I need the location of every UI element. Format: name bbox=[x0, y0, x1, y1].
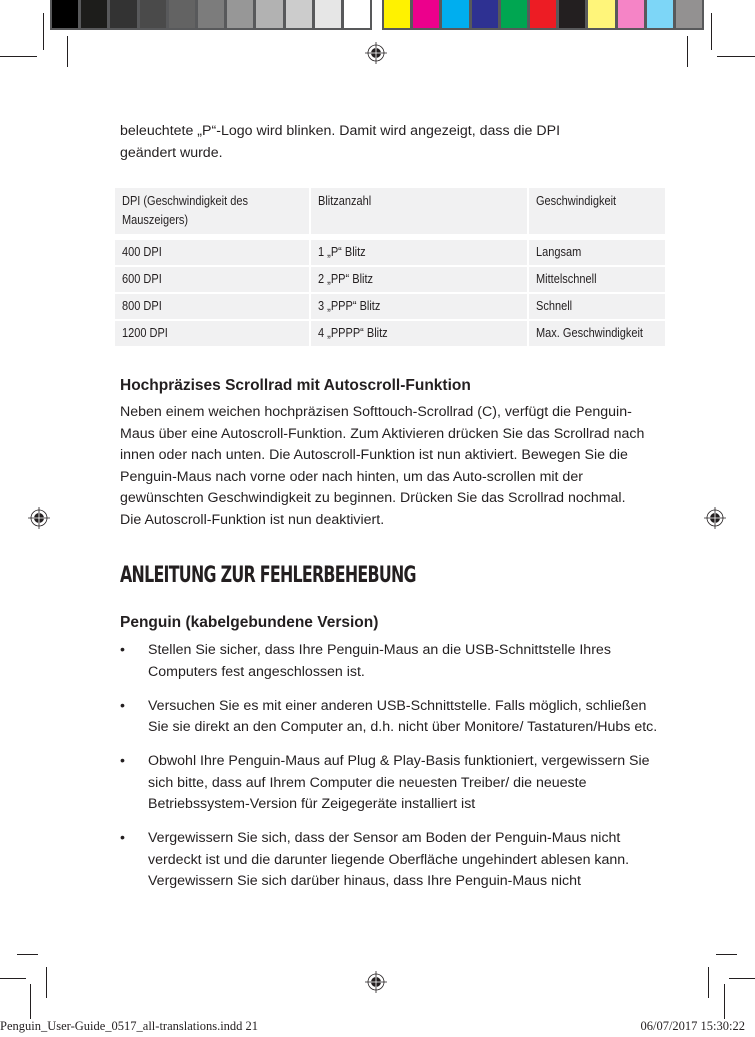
slug-datetime: 06/07/2017 15:30:22 bbox=[640, 1019, 745, 1033]
table-header-cell bbox=[529, 188, 665, 234]
table-row bbox=[115, 294, 665, 319]
color-swatch bbox=[81, 0, 107, 28]
troubleshooting-title: ANLEITUNG ZUR FEHLERBEHEBUNG bbox=[120, 563, 416, 588]
registration-mark-icon bbox=[28, 507, 50, 529]
bullet-icon: • bbox=[120, 642, 125, 658]
table-cell: Max. Geschwindigkeit bbox=[529, 321, 665, 346]
table-cell: Langsam bbox=[529, 240, 665, 265]
crop-mark bbox=[708, 967, 709, 998]
color-swatch bbox=[140, 0, 166, 28]
dpi-table bbox=[113, 186, 667, 348]
color-swatch bbox=[110, 0, 136, 28]
color-bar-process bbox=[382, 0, 704, 30]
crop-mark bbox=[711, 13, 712, 50]
crop-mark bbox=[729, 978, 755, 979]
crop-mark bbox=[0, 56, 37, 57]
list-item: • Stellen Sie sicher, dass Ihre Penguin-Maus an die USB-Schnittstelle Ihres Computers fest angeschlossen ist. bbox=[120, 642, 611, 680]
table-header-row bbox=[115, 188, 665, 234]
color-swatch bbox=[198, 0, 224, 28]
table-cell: 2 „PP“ Blitz bbox=[311, 267, 527, 292]
crop-mark bbox=[716, 954, 737, 955]
header-speed: Geschwindigkeit bbox=[536, 194, 617, 208]
crop-mark bbox=[687, 36, 688, 67]
crop-mark bbox=[717, 56, 755, 57]
table-header-cell bbox=[115, 188, 309, 234]
color-swatch bbox=[588, 0, 614, 28]
color-swatch bbox=[501, 0, 527, 28]
bullet-icon: • bbox=[120, 753, 125, 769]
troubleshooting-subheading: Penguin (kabelgebundene Version) bbox=[120, 614, 379, 631]
header-flash-count: Blitzanzahl bbox=[318, 194, 372, 208]
color-swatch bbox=[315, 0, 341, 28]
bullet-icon: • bbox=[120, 830, 125, 846]
color-swatch bbox=[256, 0, 282, 28]
table-header-cell bbox=[311, 188, 527, 234]
table-cell: Mittelschnell bbox=[529, 267, 665, 292]
table-row bbox=[115, 240, 665, 265]
color-swatch bbox=[286, 0, 312, 28]
intro-paragraph: beleuchtete „P“-Logo wird blinken. Damit wird angezeigt, dass die DPI geändert wurde. bbox=[120, 123, 561, 161]
registration-mark-icon bbox=[704, 507, 726, 529]
color-swatch bbox=[413, 0, 439, 28]
crop-mark bbox=[46, 967, 47, 998]
color-swatch bbox=[618, 0, 644, 28]
color-swatch bbox=[384, 0, 410, 28]
color-swatch bbox=[344, 0, 370, 28]
table-row bbox=[115, 321, 665, 346]
scroll-section-heading: Hochpräzises Scrollrad mit Autoscroll-Funktion bbox=[120, 377, 471, 394]
color-swatch bbox=[676, 0, 702, 28]
registration-mark-icon bbox=[365, 971, 387, 993]
crop-mark bbox=[43, 13, 44, 50]
slug-filename: Penguin_User-Guide_0517_all-translations.indd 21 bbox=[0, 1019, 259, 1033]
list-item: • Obwohl Ihre Penguin-Maus auf Plug & Play-Basis funktioniert, vergewissern Sie sich bitte, dass auf Ihrem Computer die neuesten Treiber/ die neueste Betriebssystem-Version für Zeigegeräte installiert ist bbox=[120, 753, 650, 812]
table-row bbox=[115, 267, 665, 292]
header-dpi: DPI (Geschwindigkeit des Mauszeigers) bbox=[122, 194, 248, 227]
crop-mark bbox=[67, 36, 68, 67]
color-swatch bbox=[169, 0, 195, 28]
color-swatch bbox=[52, 0, 78, 28]
table-cell: Schnell bbox=[529, 294, 665, 319]
table-cell: 1 „P“ Blitz bbox=[311, 240, 527, 265]
list-item: • Versuchen Sie es mit einer anderen USB-Schnittstelle. Falls möglich, schließen Sie sie direkt an den Computer an, d.h. nicht über Monitore/ Tastaturen/Hubs etc. bbox=[120, 697, 658, 735]
color-swatch bbox=[442, 0, 468, 28]
troubleshooting-list bbox=[120, 640, 660, 905]
color-swatch bbox=[472, 0, 498, 28]
bullet-icon: • bbox=[120, 697, 125, 714]
crop-mark bbox=[724, 984, 725, 1019]
color-swatch bbox=[530, 0, 556, 28]
crop-mark bbox=[0, 978, 26, 979]
color-swatch bbox=[227, 0, 253, 28]
color-swatch bbox=[647, 0, 673, 28]
crop-mark bbox=[17, 954, 38, 955]
crop-mark bbox=[30, 984, 31, 1019]
table-cell: 3 „PPP“ Blitz bbox=[311, 294, 527, 319]
scroll-section-paragraph: Neben einem weichen hochpräzisen Softtouch-Scrollrad (C), verfügt die Penguin-Maus über eine Autoscroll-Funktion. Zum Aktivieren drücken Sie das Scrollrad nach innen oder nach unten. Die Autoscroll-Funktion ist nun aktiviert. Bewegen Sie die Penguin-Maus nach vorne oder nach hinten, um das Auto-scrollen mit der gewünschten Geschwindigkeit zu beginnen. Drücken Sie das Scrollrad nochmal. Die Autoscroll-Funktion ist nun deaktiviert. bbox=[120, 404, 645, 528]
table-cell: 400 DPI bbox=[115, 240, 309, 265]
table-cell: 1200 DPI bbox=[115, 321, 309, 346]
list-item: • Vergewissern Sie sich, dass der Sensor am Boden der Penguin-Maus nicht verdeckt ist und die darunter liegende Oberfläche ungehindert ablesen kann. Vergewissern Sie sich darüber hinaus, dass Ihre Penguin-Maus nicht bbox=[120, 830, 630, 889]
table-cell: 4 „PPPP“ Blitz bbox=[311, 321, 527, 346]
color-bar-grayscale bbox=[50, 0, 372, 30]
registration-mark-icon bbox=[365, 42, 387, 64]
color-swatch bbox=[559, 0, 585, 28]
table-cell: 800 DPI bbox=[115, 294, 309, 319]
table-cell: 600 DPI bbox=[115, 267, 309, 292]
